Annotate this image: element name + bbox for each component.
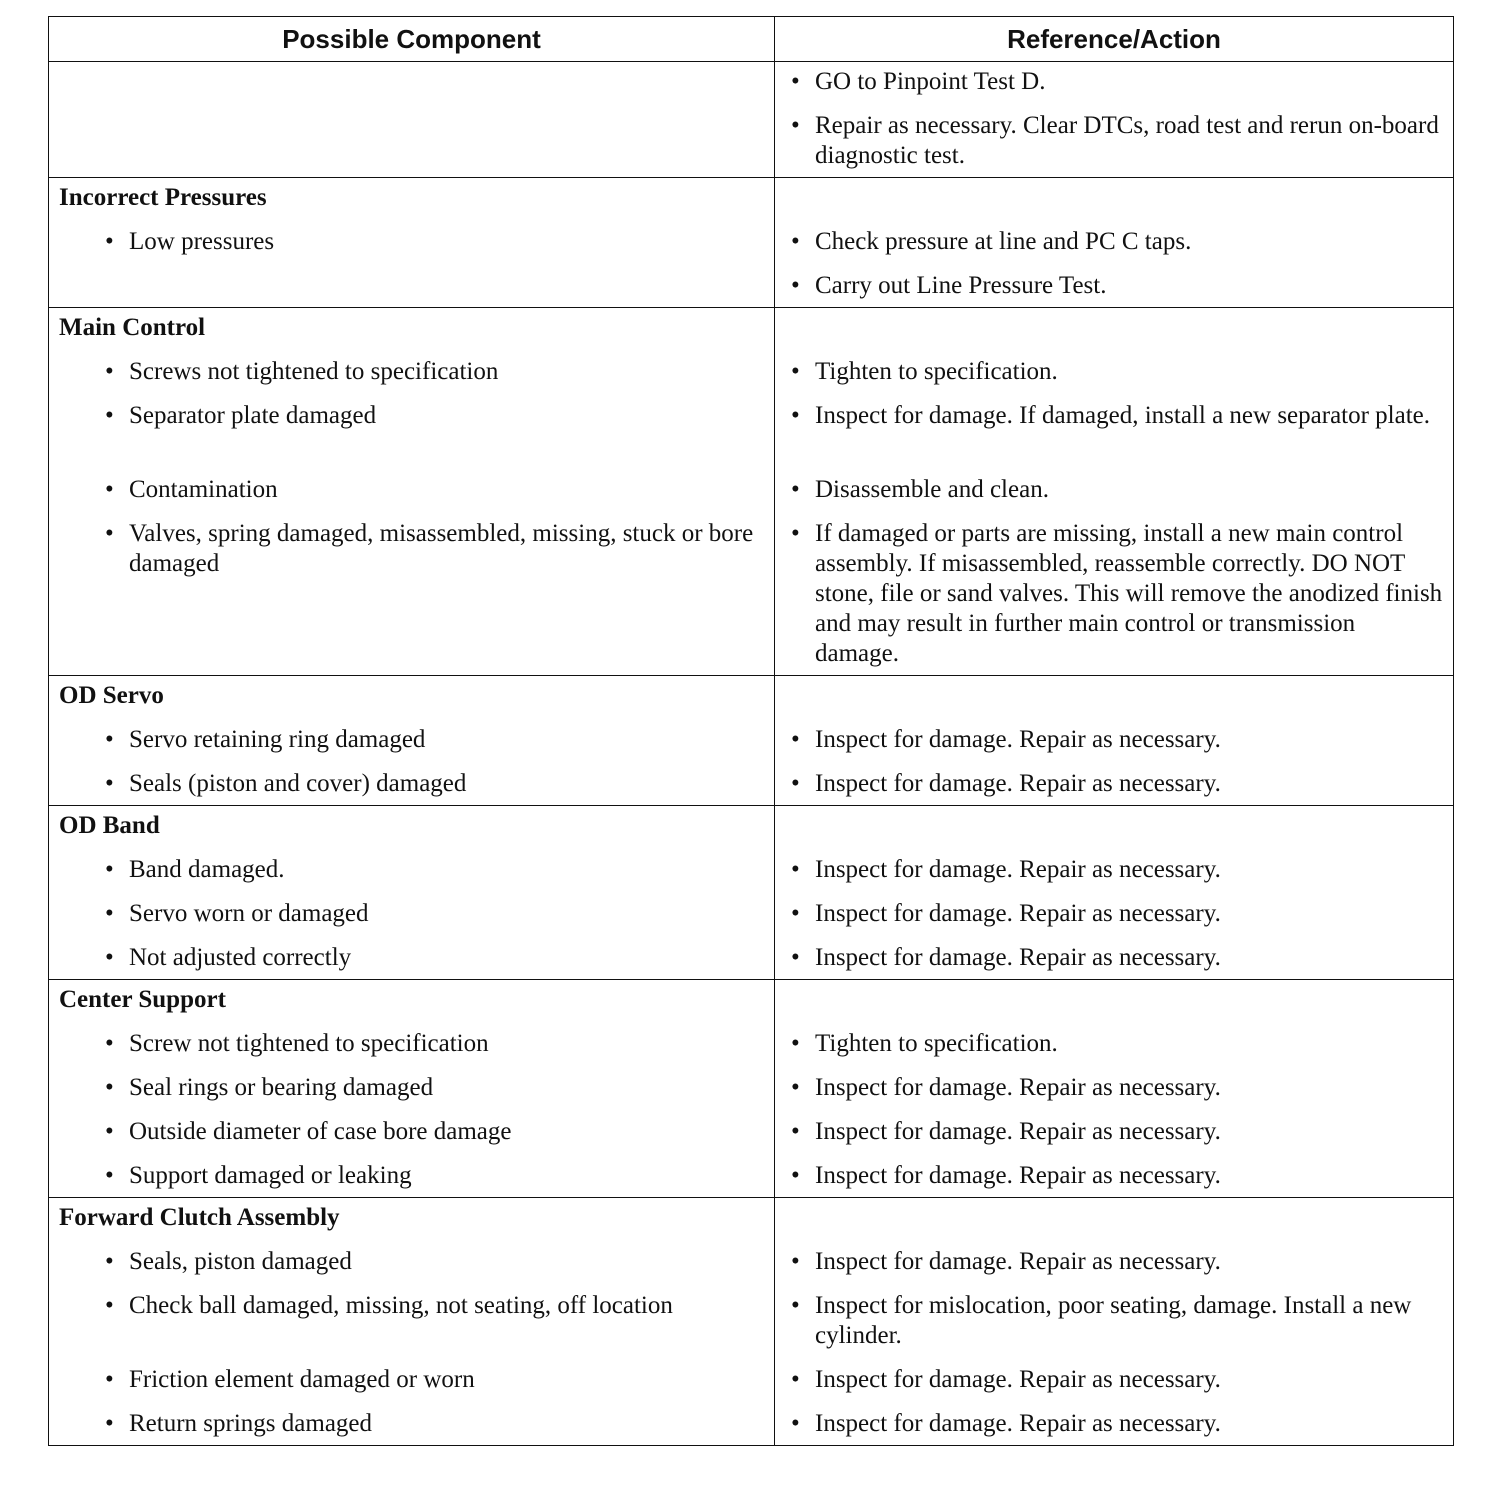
action-item bbox=[785, 401, 1443, 461]
component-item-text: Band damaged. bbox=[129, 856, 285, 883]
action-item bbox=[785, 227, 1443, 257]
action-cell bbox=[775, 676, 1454, 806]
bullet-icon: • bbox=[105, 900, 114, 927]
component-item-text: Seals, piston damaged bbox=[129, 1248, 352, 1275]
action-item-text: Inspect for damage. Repair as necessary. bbox=[815, 770, 1221, 797]
bullet-icon: • bbox=[105, 520, 114, 547]
component-item-text: Check ball damaged, missing, not seating, off location bbox=[129, 1292, 673, 1319]
component-item-text: Friction element damaged or worn bbox=[129, 1366, 475, 1393]
action-item-text: Carry out Line Pressure Test. bbox=[815, 272, 1107, 299]
table-row bbox=[49, 308, 1454, 676]
action-item bbox=[785, 1365, 1443, 1395]
action-item bbox=[785, 899, 1443, 929]
component-cell bbox=[49, 676, 775, 806]
action-item bbox=[785, 1073, 1443, 1103]
bullet-icon: • bbox=[791, 726, 800, 753]
action-item bbox=[785, 943, 1443, 973]
bullet-icon: • bbox=[791, 1118, 800, 1145]
bullet-icon: • bbox=[791, 112, 800, 139]
component-item bbox=[59, 227, 764, 257]
component-item-text: Return springs damaged bbox=[129, 1410, 373, 1437]
action-item-text: Repair as necessary. Clear DTCs, road test and rerun on-board diagnostic test. bbox=[815, 112, 1439, 169]
action-item bbox=[785, 855, 1443, 885]
action-item-text: Inspect for damage. Repair as necessary. bbox=[815, 856, 1221, 883]
bullet-icon: • bbox=[791, 770, 800, 797]
bullet-icon: • bbox=[105, 1074, 114, 1101]
section-title: OD Servo bbox=[59, 682, 164, 709]
bullet-icon: • bbox=[105, 402, 114, 429]
component-item bbox=[59, 1161, 764, 1191]
component-item-text: Seal rings or bearing damaged bbox=[129, 1074, 434, 1101]
component-item-text: Screws not tightened to specification bbox=[129, 358, 499, 385]
bullet-icon: • bbox=[105, 1292, 114, 1319]
bullet-icon: • bbox=[791, 1162, 800, 1189]
component-item bbox=[59, 855, 764, 885]
component-item-text: Screw not tightened to specification bbox=[129, 1030, 489, 1057]
bullet-icon: • bbox=[791, 900, 800, 927]
section-title-spacer bbox=[785, 313, 1443, 343]
action-cell bbox=[775, 806, 1454, 980]
section-title-spacer bbox=[785, 183, 1443, 213]
action-item bbox=[785, 1029, 1443, 1059]
header-possible-component: Possible Component bbox=[49, 17, 775, 62]
section-title-spacer bbox=[785, 681, 1443, 711]
component-item-text: Low pressures bbox=[129, 228, 275, 255]
component-item bbox=[59, 519, 764, 669]
table-row bbox=[49, 676, 1454, 806]
component-cell bbox=[49, 62, 775, 178]
section-title: Main Control bbox=[59, 314, 206, 341]
bullet-icon: • bbox=[105, 856, 114, 883]
bullet-icon: • bbox=[791, 358, 800, 385]
action-item bbox=[785, 1291, 1443, 1351]
component-item-text: Separator plate damaged bbox=[129, 402, 377, 429]
bullet-icon: • bbox=[105, 726, 114, 753]
action-item-text: Inspect for mislocation, poor seating, damage. Install a new cylinder. bbox=[815, 1292, 1412, 1349]
action-item bbox=[785, 1409, 1443, 1439]
action-item bbox=[785, 111, 1443, 171]
action-item-text: GO to Pinpoint Test D. bbox=[815, 68, 1046, 95]
section-title-spacer bbox=[785, 811, 1443, 841]
action-item-text: Inspect for damage. Repair as necessary. bbox=[815, 1074, 1221, 1101]
bullet-icon: • bbox=[791, 68, 800, 95]
component-item bbox=[59, 475, 764, 505]
component-item-text: Servo worn or damaged bbox=[129, 900, 369, 927]
component-cell bbox=[49, 308, 775, 676]
component-item bbox=[59, 401, 764, 461]
action-item bbox=[785, 1161, 1443, 1191]
bullet-icon: • bbox=[791, 476, 800, 503]
action-item bbox=[785, 475, 1443, 505]
component-item bbox=[59, 899, 764, 929]
action-item bbox=[785, 519, 1443, 669]
action-item-text: Inspect for damage. If damaged, install a new separator plate. bbox=[815, 402, 1431, 429]
section-title: Center Support bbox=[59, 986, 226, 1013]
component-item bbox=[59, 1365, 764, 1395]
action-item bbox=[785, 357, 1443, 387]
action-cell bbox=[775, 980, 1454, 1198]
bullet-icon: • bbox=[105, 1162, 114, 1189]
action-item-text: Tighten to specification. bbox=[815, 358, 1058, 385]
component-item bbox=[59, 769, 764, 799]
header-row bbox=[49, 17, 1454, 62]
component-item bbox=[59, 357, 764, 387]
table-row bbox=[49, 62, 1454, 178]
action-item-text: Inspect for damage. Repair as necessary. bbox=[815, 1410, 1221, 1437]
component-item-text: Servo retaining ring damaged bbox=[129, 726, 426, 753]
bullet-icon: • bbox=[105, 228, 114, 255]
bullet-icon: • bbox=[791, 1074, 800, 1101]
bullet-icon: • bbox=[791, 272, 800, 299]
bullet-icon: • bbox=[791, 1366, 800, 1393]
action-item bbox=[785, 271, 1443, 301]
component-item bbox=[59, 1247, 764, 1277]
bullet-icon: • bbox=[791, 228, 800, 255]
action-item bbox=[785, 1117, 1443, 1147]
component-cell bbox=[49, 178, 775, 308]
diagnostic-table bbox=[48, 16, 1454, 1446]
action-item-text: Inspect for damage. Repair as necessary. bbox=[815, 1248, 1221, 1275]
section-title: OD Band bbox=[59, 812, 160, 839]
component-cell bbox=[49, 806, 775, 980]
component-item-text: Seals (piston and cover) damaged bbox=[129, 770, 467, 797]
bullet-icon: • bbox=[791, 1030, 800, 1057]
bullet-icon: • bbox=[791, 402, 800, 429]
component-item bbox=[59, 725, 764, 755]
component-item-text: Support damaged or leaking bbox=[129, 1162, 412, 1189]
section-title: Forward Clutch Assembly bbox=[59, 1204, 340, 1231]
bullet-icon: • bbox=[791, 1292, 800, 1319]
bullet-icon: • bbox=[105, 1118, 114, 1145]
action-item bbox=[785, 1247, 1443, 1277]
action-item-text: Inspect for damage. Repair as necessary. bbox=[815, 726, 1221, 753]
action-item-text: Inspect for damage. Repair as necessary. bbox=[815, 944, 1221, 971]
action-cell bbox=[775, 308, 1454, 676]
bullet-icon: • bbox=[791, 520, 800, 547]
bullet-icon: • bbox=[105, 476, 114, 503]
bullet-icon: • bbox=[105, 944, 114, 971]
table-row bbox=[49, 1198, 1454, 1446]
component-item bbox=[59, 1409, 764, 1439]
action-cell bbox=[775, 1198, 1454, 1446]
action-item-text: Inspect for damage. Repair as necessary. bbox=[815, 1366, 1221, 1393]
table-body bbox=[49, 62, 1454, 1446]
action-cell bbox=[775, 178, 1454, 308]
bullet-icon: • bbox=[105, 358, 114, 385]
action-cell bbox=[775, 62, 1454, 178]
section-title-spacer bbox=[785, 985, 1443, 1015]
table-row bbox=[49, 806, 1454, 980]
action-item-text: Check pressure at line and PC C taps. bbox=[815, 228, 1192, 255]
table-row bbox=[49, 178, 1454, 308]
bullet-icon: • bbox=[791, 1248, 800, 1275]
bullet-icon: • bbox=[105, 1248, 114, 1275]
bullet-icon: • bbox=[105, 770, 114, 797]
action-item-text: Disassemble and clean. bbox=[815, 476, 1049, 503]
bullet-icon: • bbox=[105, 1030, 114, 1057]
action-item bbox=[785, 769, 1443, 799]
bullet-icon: • bbox=[791, 856, 800, 883]
section-title-spacer bbox=[785, 1203, 1443, 1233]
section-title: Incorrect Pressures bbox=[59, 184, 267, 211]
table-row bbox=[49, 980, 1454, 1198]
component-item bbox=[59, 1029, 764, 1059]
component-item-text: Valves, spring damaged, misassembled, missing, stuck or bore damaged bbox=[129, 520, 754, 577]
component-item-text: Not adjusted correctly bbox=[129, 944, 352, 971]
action-item-text: Inspect for damage. Repair as necessary. bbox=[815, 1118, 1221, 1145]
action-item-text: If damaged or parts are missing, install a new main control assembly. If misassembled, reassemble correctly. DO NOT stone, file or sand valves. This will remove the anodized finish and may result in further main control or transmission damage. bbox=[815, 520, 1443, 667]
action-item bbox=[785, 725, 1443, 755]
action-item bbox=[785, 67, 1443, 97]
component-item bbox=[59, 1291, 764, 1351]
component-cell bbox=[49, 980, 775, 1198]
bullet-icon: • bbox=[791, 1410, 800, 1437]
action-item-text: Tighten to specification. bbox=[815, 1030, 1058, 1057]
component-item-text: Contamination bbox=[129, 476, 278, 503]
bullet-icon: • bbox=[791, 944, 800, 971]
component-item bbox=[59, 1073, 764, 1103]
component-item-text: Outside diameter of case bore damage bbox=[129, 1118, 512, 1145]
action-item-text: Inspect for damage. Repair as necessary. bbox=[815, 900, 1221, 927]
action-item-text: Inspect for damage. Repair as necessary. bbox=[815, 1162, 1221, 1189]
component-item bbox=[59, 1117, 764, 1147]
component-item bbox=[59, 943, 764, 973]
component-cell bbox=[49, 1198, 775, 1446]
bullet-icon: • bbox=[105, 1410, 114, 1437]
header-reference-action: Reference/Action bbox=[775, 17, 1454, 62]
bullet-icon: • bbox=[105, 1366, 114, 1393]
